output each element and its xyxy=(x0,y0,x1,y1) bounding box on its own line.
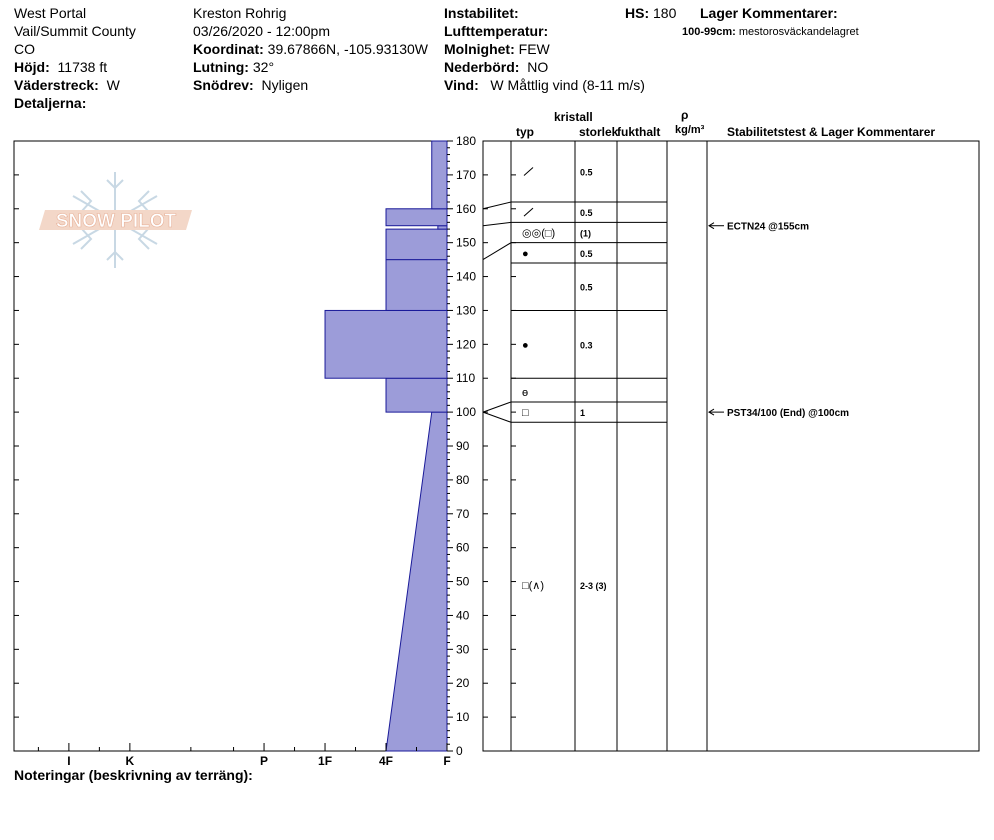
depth-tick-label: 150 xyxy=(456,235,477,250)
rho-header: ρ xyxy=(681,108,689,122)
depth-tick-label: 70 xyxy=(456,506,470,521)
hardness-tick-label: 1F xyxy=(318,754,333,768)
hardness-tick-label: P xyxy=(260,754,269,768)
elevation-label: Höjd: xyxy=(14,59,50,75)
crystal-type-symbol xyxy=(524,208,533,216)
depth-tick-label: 180 xyxy=(456,134,477,148)
crystal-type-symbol: ◎◎(□) xyxy=(522,227,556,240)
depth-tick-label: 30 xyxy=(456,642,470,657)
observer-name: Kreston Rohrig xyxy=(193,5,287,21)
crystal-size-value: 0.3 xyxy=(580,340,593,351)
wind-loading-value: Nyligen xyxy=(261,77,309,93)
stability-tests xyxy=(709,222,849,419)
depth-tick-label: 0 xyxy=(456,744,463,758)
layer-boundary-link xyxy=(483,243,511,260)
layer-comment-text: mestorosväckandelagret xyxy=(738,26,859,38)
depth-tick-label: 130 xyxy=(456,303,477,318)
crystal-size-value: 0.5 xyxy=(580,208,593,219)
stability-test-label: PST34/100 (End) @100cm xyxy=(727,408,850,420)
crystal-size-value: (1) xyxy=(580,228,591,239)
location-name: West Portal xyxy=(14,5,87,21)
layer-boundary-link xyxy=(483,402,511,412)
wind-value: W Måttlig vind (8-11 m/s) xyxy=(490,77,645,93)
observation-datetime: 03/26/2020 - 12:00pm xyxy=(193,23,330,39)
elevation-value: 11738 ft xyxy=(57,59,108,75)
crystal-type-symbol: □(∧) xyxy=(522,579,545,592)
details-label: Detaljerna: xyxy=(14,95,87,111)
hardness-bar xyxy=(386,260,447,311)
hs-value: 180 xyxy=(653,5,677,21)
crystal-type-symbol: ● xyxy=(522,247,529,260)
hardness-bar xyxy=(386,229,447,260)
sky-label: Molnighet: xyxy=(444,41,515,57)
crystal-type-symbol: □ xyxy=(522,407,529,420)
layer-rows xyxy=(522,168,607,592)
hs-label: HS: xyxy=(625,5,650,21)
air-temp-label: Lufttemperatur: xyxy=(444,23,549,39)
layer-boundary-link xyxy=(483,412,511,422)
logo-text: SNOW PILOT xyxy=(55,211,177,232)
crystal-size-value: 0.5 xyxy=(580,282,593,293)
aspect-label: Väderstreck: xyxy=(14,77,99,93)
moisture-header: fukthalt xyxy=(617,125,661,139)
hardness-tick-label: 4F xyxy=(379,754,394,768)
precip-label: Nederbörd: xyxy=(444,59,520,75)
depth-tick-label: 80 xyxy=(456,472,470,487)
depth-axis xyxy=(447,134,476,758)
hardness-profile xyxy=(325,141,447,751)
hardness-bar xyxy=(325,310,447,378)
sky-value: FEW xyxy=(518,41,550,57)
depth-tick-label: 90 xyxy=(456,439,470,453)
coordinate-value: 39.67866N, -105.93130W xyxy=(267,41,428,57)
hardness-bar xyxy=(386,209,447,226)
hardness-bar xyxy=(438,226,447,229)
depth-tick-label: 20 xyxy=(456,676,470,691)
hardness-bar xyxy=(386,412,447,751)
crystal-size-value: 0.5 xyxy=(580,167,593,178)
slope-label: Lutning: xyxy=(193,59,249,75)
type-header: typ xyxy=(516,125,534,139)
layer-boundary-link xyxy=(483,222,511,225)
depth-tick-label: 110 xyxy=(456,371,476,386)
depth-tick-label: 160 xyxy=(456,201,477,216)
crystal-type-symbol: ● xyxy=(522,339,529,352)
crystal-size-value: 1 xyxy=(580,408,586,419)
crystal-header: kristall xyxy=(554,110,593,124)
hardness-frame xyxy=(14,141,447,751)
depth-tick-label: 40 xyxy=(456,608,470,623)
depth-tick-label: 10 xyxy=(456,710,470,725)
depth-tick-label: 170 xyxy=(456,167,477,182)
wind-label: Vind: xyxy=(444,77,479,93)
hardness-bar xyxy=(432,141,447,209)
state-name: CO xyxy=(14,41,35,57)
notes-label: Noteringar (beskrivning av terräng): xyxy=(14,767,253,783)
depth-tick-label: 100 xyxy=(456,405,477,420)
aspect-value: W xyxy=(106,77,120,93)
region-name: Vail/Summit County xyxy=(14,23,136,39)
wind-loading-label: Snödrev: xyxy=(193,77,254,93)
hardness-tick-label: F xyxy=(443,754,451,768)
depth-tick-label: 60 xyxy=(456,540,470,555)
stability-header: Stabilitetstest & Lager Kommentarer xyxy=(727,125,936,139)
layer-comment-range: 100-99cm: xyxy=(682,26,736,38)
depth-tick-label: 120 xyxy=(456,337,477,352)
depth-tick-label: 140 xyxy=(456,269,477,284)
hardness-left-ticks xyxy=(14,141,19,751)
slope-value: 32° xyxy=(252,59,275,75)
layer-comments-label: Lager Kommentarer: xyxy=(700,5,838,21)
crystal-type-symbol xyxy=(524,168,533,176)
hardness-tick-label: I xyxy=(67,754,71,768)
density-unit-header: kg/m³ xyxy=(675,124,705,136)
hardness-tick-label: K xyxy=(125,754,135,768)
depth-tick-label: 50 xyxy=(456,574,470,589)
crystal-size-value: 2-3 (3) xyxy=(580,580,607,591)
coordinate-label: Koordinat: xyxy=(193,41,264,57)
snowpilot-logo xyxy=(39,172,192,268)
layer-boundary-link xyxy=(483,202,511,209)
size-header: storlek xyxy=(579,125,619,139)
crystal-type-symbol: ɵ xyxy=(522,386,529,399)
crystal-size-value: 0.5 xyxy=(580,248,593,259)
instability-label: Instabilitet: xyxy=(444,5,519,21)
precip-value: NO xyxy=(527,59,549,75)
stability-test-label: ECTN24 @155cm xyxy=(727,221,810,233)
hardness-bar xyxy=(386,378,447,412)
